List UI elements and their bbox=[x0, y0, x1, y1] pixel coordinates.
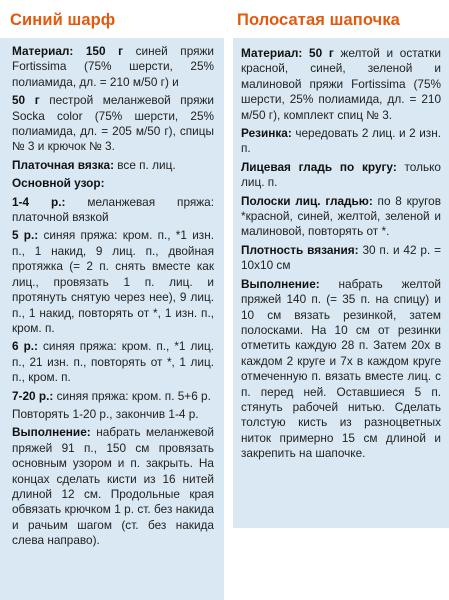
hat-title: Полосатая шапочка bbox=[233, 0, 449, 38]
paragraph-heading: Платочная вязка: bbox=[12, 157, 115, 172]
paragraph-heading: Лицевая гладь по кругу: bbox=[241, 159, 397, 174]
instruction-paragraph bbox=[12, 228, 214, 336]
instruction-paragraph bbox=[241, 194, 441, 240]
instruction-paragraph bbox=[12, 93, 214, 155]
instruction-paragraph bbox=[12, 407, 214, 422]
paragraph-heading: Резинка: bbox=[241, 126, 292, 141]
paragraph-text: 30 п. и 42 р. = 10x10 см bbox=[241, 242, 441, 273]
paragraph-heading: Материал: 150 г bbox=[12, 44, 124, 58]
hat-instructions bbox=[233, 38, 449, 462]
paragraph-text: только лиц. п. bbox=[241, 159, 441, 190]
instruction-paragraph bbox=[241, 46, 441, 123]
paragraph-heading: 50 г bbox=[12, 93, 40, 108]
paragraph-heading: 6 р.: bbox=[12, 339, 38, 354]
paragraph-text: чередовать 2 лиц. и 2 изн. п. bbox=[241, 126, 441, 156]
paragraph-heading: Полоски лиц. гладью: bbox=[241, 193, 373, 208]
instruction-paragraph bbox=[241, 277, 441, 462]
right-column bbox=[233, 0, 449, 528]
paragraph-text: меланжевая пряжа: платочной вязкой bbox=[12, 194, 214, 225]
paragraph-heading: 5 р.: bbox=[12, 228, 39, 243]
paragraph-text: синей пряжи Fortissima (75% шерсти, 25% полиамида, дл. = 210 м/50 г) и bbox=[12, 44, 214, 89]
instruction-paragraph bbox=[241, 243, 441, 274]
paragraph-heading: Основной узор: bbox=[12, 176, 105, 191]
paragraph-heading: 7-20 р.: bbox=[12, 388, 54, 403]
paragraph-text: желтой и остатки красной, синей, зеленой и малиновой пряжи Fortissima (75% шерсти, 25% полиамида, дл. = 210 м/50 г), комплект спиц № 3. bbox=[241, 46, 441, 122]
instruction-paragraph bbox=[12, 44, 214, 90]
instruction-paragraph bbox=[241, 126, 441, 157]
paragraph-heading: Плотность вязания: bbox=[241, 242, 359, 257]
instruction-paragraph bbox=[12, 425, 214, 548]
paragraph-text: Повторять 1-20 р., закончив 1-4 р. bbox=[12, 406, 199, 421]
paragraph-text: набрать меланжевой пряжей 91 п., 150 см провязать основным узором и п. закрыть. На концах сделать кисти из 16 нитей длиной 12 см. Продольные края обвязать крючком 1 р. ст. без накида и рачьим шагом (ст. без накида слева направо). bbox=[12, 425, 214, 548]
paragraph-heading: Выполнение: bbox=[12, 425, 91, 440]
paragraph-text: синяя пряжа: кром. п. 5+6 р. bbox=[53, 388, 211, 403]
scarf-instructions bbox=[0, 38, 224, 549]
paragraph-text: синяя пряжа: кром. п., *1 лиц. п., 21 изн. п., повторять от *, 1 лиц. п., кром. п. bbox=[12, 339, 214, 385]
paragraph-text: по 8 кругов *красной, синей, желтой, зеленой и малиновой, повторять от *. bbox=[241, 193, 441, 239]
scarf-title: Синий шарф bbox=[0, 0, 224, 38]
paragraph-text: все п. лиц. bbox=[114, 157, 176, 172]
left-column bbox=[0, 0, 224, 600]
instruction-paragraph bbox=[12, 158, 214, 173]
instruction-paragraph bbox=[12, 339, 214, 385]
paragraph-text: пестрой меланжевой пряжи Socka color (75% шерсти, 25% полиамида, дл. = 205 м/50 г), спицы № 3 и крючок № 3. bbox=[12, 93, 214, 154]
instruction-paragraph bbox=[12, 195, 214, 226]
paragraph-text: синяя пряжа: кром. п., *1 изн. п., 1 накид, 9 лиц. п., двойная протяжка (= 2 п. снять вместе как лиц., провязать 1 п. лиц. и протянуть снятую через нее), 9 лиц. п., 1 накид, повторять от *, 1 изн. п., кром. п. bbox=[12, 228, 214, 335]
paragraph-heading: Материал: 50 г bbox=[241, 46, 334, 60]
instruction-paragraph bbox=[12, 176, 214, 191]
paragraph-text: набрать желтой пряжей 140 п. (= 35 п. на спицу) и 10 см вязать резинкой, затем полосками. На 10 см от резинки отметить каждую 28 п. Затем 20х в каждом 2 круге и 7х в каждом круге отмеченную п. вязать вместе лиц. с п. перед ней. Оставшиеся 5 п. стянуть рабочей нитью. Сделать толстую кисть из разноцветных ниток примерно 15 см длиной и закрепить на шапочке. bbox=[241, 276, 441, 461]
paragraph-heading: Выполнение: bbox=[241, 276, 320, 291]
instruction-paragraph bbox=[12, 389, 214, 404]
instruction-paragraph bbox=[241, 160, 441, 191]
paragraph-heading: 1-4 р.: bbox=[12, 194, 66, 209]
